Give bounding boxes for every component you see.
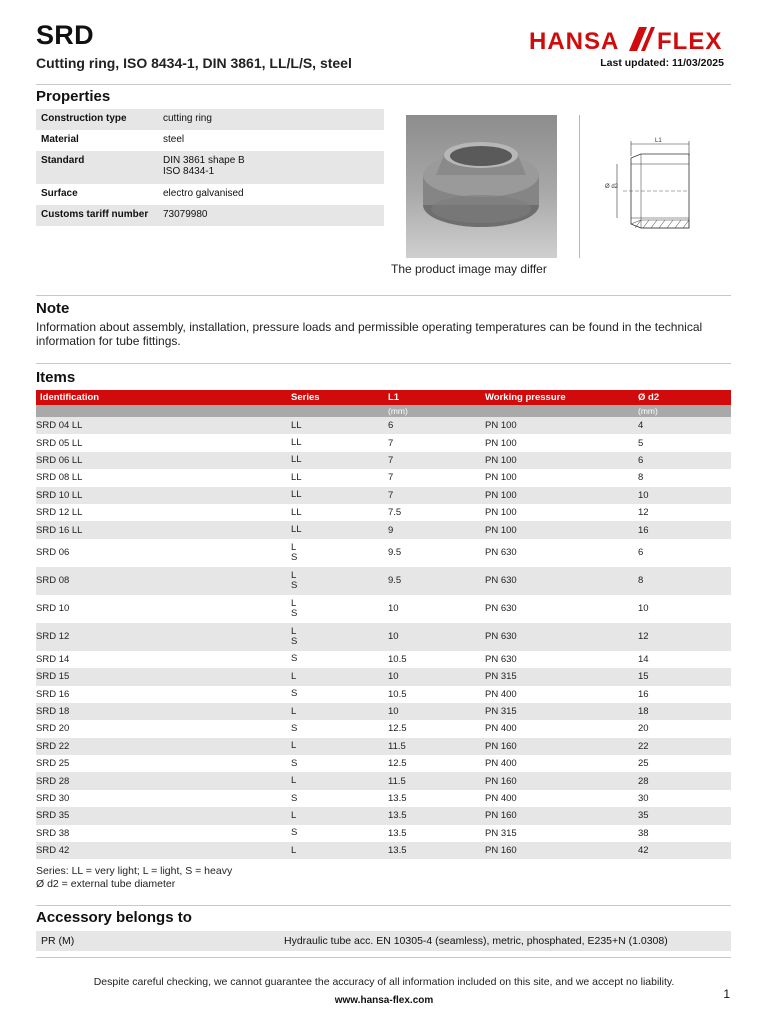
table-cell: PN 100 — [485, 524, 517, 536]
table-cell: PN 630 — [485, 603, 517, 615]
table-cell: 42 — [638, 845, 649, 857]
table-cell: 15 — [638, 671, 649, 683]
table-row — [36, 567, 731, 595]
table-cell: L — [291, 740, 297, 752]
items-body — [36, 417, 731, 859]
table-cell: 10 — [638, 603, 649, 615]
product-photo — [406, 115, 557, 258]
svg-text:FLEX: FLEX — [657, 28, 723, 54]
table-cell: PN 100 — [485, 507, 517, 519]
table-cell: PN 315 — [485, 706, 517, 718]
table-cell: SRD 14 — [36, 653, 70, 665]
property-key: Customs tariff number — [41, 209, 149, 220]
property-value-line: ISO 8434-1 — [163, 166, 215, 177]
items-table — [36, 390, 731, 859]
table-row — [36, 434, 731, 451]
property-key: Standard — [41, 155, 85, 166]
image-caption: The product image may differ — [391, 262, 547, 276]
property-row — [36, 205, 384, 226]
table-cell: 12.5 — [388, 723, 407, 735]
table-cell: 18 — [638, 706, 649, 718]
items-legend — [36, 865, 232, 891]
table-cell: PN 100 — [485, 454, 517, 466]
table-cell: 10.5 — [388, 653, 407, 665]
table-row — [36, 595, 731, 623]
table-cell: PN 160 — [485, 775, 517, 787]
items-header-row — [36, 390, 731, 405]
d2-label: Ø d2 — [605, 184, 619, 190]
table-cell: SRD 12 LL — [36, 507, 83, 519]
items-heading: Items — [36, 369, 76, 386]
table-cell: SRD 18 — [36, 706, 70, 718]
footer-disclaimer: Despite careful checking, we cannot guarantee the accuracy of all information included on this site, and we accept no liability. — [93, 976, 675, 988]
unit-cell: (mm) — [388, 406, 408, 416]
accessory-description: Hydraulic tube acc. EN 10305-4 (seamless), metric, phosphated, E235+N (1.0308) — [284, 935, 668, 947]
table-cell: SRD 22 — [36, 740, 70, 752]
property-key: Construction type — [41, 113, 127, 124]
table-cell: 4 — [638, 420, 644, 432]
table-cell: 13.5 — [388, 810, 407, 822]
table-cell: PN 630 — [485, 631, 517, 643]
table-cell: 22 — [638, 740, 649, 752]
footer-website-link[interactable]: www.hansa-flex.com — [334, 995, 434, 1006]
table-row — [36, 417, 731, 434]
table-cell: PN 630 — [485, 575, 517, 587]
table-cell: S — [291, 688, 298, 700]
table-cell: 13.5 — [388, 845, 407, 857]
table-cell: 20 — [638, 723, 649, 735]
accessory-heading: Accessory belongs to — [36, 909, 192, 926]
table-row — [36, 686, 731, 703]
table-cell: PN 100 — [485, 472, 517, 484]
table-cell: 10 — [388, 603, 399, 615]
table-row — [36, 521, 731, 538]
table-cell: 38 — [638, 827, 649, 839]
image-separator — [579, 115, 580, 258]
technical-drawing — [605, 136, 690, 242]
property-row — [36, 151, 384, 184]
table-row — [36, 487, 731, 504]
table-cell: S — [291, 827, 298, 839]
table-cell: 12 — [638, 507, 649, 519]
table-row — [36, 738, 731, 755]
table-cell: SRD 04 LL — [36, 420, 83, 432]
table-row — [36, 668, 731, 685]
table-cell: L S — [291, 597, 298, 619]
divider — [36, 84, 731, 85]
table-cell: L S — [291, 625, 298, 647]
property-row — [36, 184, 384, 205]
table-cell: 10 — [388, 631, 399, 643]
table-cell: SRD 10 LL — [36, 489, 83, 501]
divider — [36, 363, 731, 364]
table-cell: 13.5 — [388, 827, 407, 839]
table-row — [36, 651, 731, 668]
note-text: Information about assembly, installation, pressure loads and permissible operating temperatures can be found in the technical information for tube fittings. — [36, 320, 703, 348]
table-cell: 6 — [638, 454, 644, 466]
table-cell: SRD 25 — [36, 758, 70, 770]
table-cell: PN 315 — [485, 827, 517, 839]
table-row — [36, 807, 731, 824]
table-cell: L — [291, 809, 297, 821]
table-cell: SRD 15 — [36, 671, 70, 683]
table-cell: 11.5 — [388, 775, 406, 787]
table-cell: 10 — [638, 489, 649, 501]
table-cell: PN 100 — [485, 420, 517, 432]
table-row — [36, 842, 731, 859]
table-cell: L — [291, 844, 297, 856]
properties-table — [36, 109, 384, 226]
table-row — [36, 504, 731, 521]
table-cell: SRD 28 — [36, 775, 70, 787]
table-cell: PN 400 — [485, 723, 517, 735]
table-row — [36, 825, 731, 842]
legend-diameter: Ø d2 = external tube diameter — [36, 878, 176, 890]
table-cell: PN 315 — [485, 671, 517, 683]
table-cell: S — [291, 653, 298, 665]
table-cell: PN 100 — [485, 489, 517, 501]
properties-heading: Properties — [36, 88, 111, 105]
property-value: steel — [163, 134, 185, 145]
table-cell: 7 — [388, 472, 394, 484]
table-cell: 9.5 — [388, 547, 402, 559]
property-value: electro galvanised — [163, 188, 244, 199]
property-value: cutting ring — [163, 113, 212, 124]
table-cell: PN 400 — [485, 688, 517, 700]
table-cell: S — [291, 792, 298, 804]
table-cell: SRD 35 — [36, 810, 70, 822]
page-title: SRD — [36, 20, 94, 50]
table-cell: SRD 20 — [36, 723, 70, 735]
table-cell: LL — [291, 419, 302, 431]
table-cell: S — [291, 757, 298, 769]
table-cell: 12.5 — [388, 758, 407, 770]
table-cell: PN 400 — [485, 758, 517, 770]
table-cell: 10 — [388, 671, 399, 683]
table-cell: 11.5 — [388, 740, 406, 752]
table-row — [36, 755, 731, 772]
table-cell: 6 — [388, 420, 394, 432]
table-cell: L — [291, 705, 297, 717]
accessory-item: PR (M) — [41, 935, 75, 947]
column-header: Identification — [40, 392, 100, 403]
table-cell: 16 — [638, 524, 649, 536]
table-cell: SRD 05 LL — [36, 437, 83, 449]
table-cell: 35 — [638, 810, 649, 822]
property-row — [36, 130, 384, 151]
table-cell: 13.5 — [388, 793, 407, 805]
l1-label: L1 — [655, 138, 662, 144]
table-cell: SRD 16 — [36, 688, 70, 700]
divider — [36, 295, 731, 296]
svg-text:HANSA: HANSA — [529, 28, 620, 54]
property-key: Surface — [41, 188, 78, 199]
table-cell: 12 — [638, 631, 649, 643]
property-value — [158, 154, 384, 181]
last-updated: Last updated: 11/03/2025 — [600, 57, 724, 69]
table-cell: SRD 08 — [36, 575, 70, 587]
table-row — [36, 703, 731, 720]
table-row — [36, 720, 731, 737]
table-row — [36, 772, 731, 789]
hansa-flex-logo — [529, 24, 733, 54]
table-cell: 7 — [388, 489, 394, 501]
items-units-row — [36, 405, 731, 417]
column-header: Ø d2 — [638, 392, 660, 403]
table-cell: LL — [291, 524, 302, 536]
table-cell: LL — [291, 471, 302, 483]
property-row — [36, 109, 384, 130]
table-cell: 10.5 — [388, 688, 407, 700]
table-cell: LL — [291, 437, 302, 449]
column-header: Series — [291, 392, 320, 403]
table-cell: SRD 10 — [36, 603, 70, 615]
table-cell: 16 — [638, 688, 649, 700]
table-cell: 7.5 — [388, 507, 402, 519]
table-cell: 10 — [388, 706, 399, 718]
table-row — [36, 469, 731, 486]
table-cell: L S — [291, 569, 298, 591]
accessory-row — [36, 931, 731, 951]
table-cell: SRD 30 — [36, 793, 70, 805]
property-key: Material — [41, 134, 79, 145]
table-row — [36, 539, 731, 567]
table-cell: SRD 38 — [36, 827, 70, 839]
page-subtitle: Cutting ring, ISO 8434-1, DIN 3861, LL/L/S, steel — [36, 55, 352, 71]
property-value-line: DIN 3861 shape B — [163, 155, 245, 166]
table-cell: 6 — [638, 547, 644, 559]
table-cell: SRD 08 LL — [36, 472, 83, 484]
table-cell: PN 160 — [485, 845, 517, 857]
table-cell: 7 — [388, 437, 394, 449]
table-cell: 28 — [638, 775, 649, 787]
divider — [36, 905, 731, 906]
table-cell: PN 400 — [485, 793, 517, 805]
table-cell: PN 100 — [485, 437, 517, 449]
table-cell: L S — [291, 541, 298, 563]
table-cell: 25 — [638, 758, 649, 770]
table-row — [36, 790, 731, 807]
note-heading: Note — [36, 300, 70, 317]
table-cell: LL — [291, 454, 302, 466]
table-cell: PN 630 — [485, 653, 517, 665]
table-cell: 30 — [638, 793, 649, 805]
table-cell: S — [291, 722, 298, 734]
table-cell: L — [291, 775, 297, 787]
unit-cell: (mm) — [638, 406, 658, 416]
table-cell: PN 160 — [485, 810, 517, 822]
column-header: L1 — [388, 392, 400, 403]
divider — [36, 957, 731, 958]
table-cell: 7 — [388, 454, 394, 466]
table-row — [36, 452, 731, 469]
table-cell: SRD 42 — [36, 845, 70, 857]
table-cell: 14 — [638, 653, 649, 665]
legend-series: Series: LL = very light; L = light, S = heavy — [36, 865, 233, 877]
table-cell: SRD 06 LL — [36, 454, 83, 466]
table-cell: PN 160 — [485, 740, 517, 752]
table-cell: LL — [291, 506, 302, 518]
table-cell: 9.5 — [388, 575, 402, 587]
table-cell: SRD 12 — [36, 631, 70, 643]
table-cell: 5 — [638, 437, 644, 449]
property-value: 73079980 — [163, 209, 208, 220]
table-cell: LL — [291, 489, 302, 501]
page-number: 1 — [723, 987, 730, 1001]
cutting-ring-image — [406, 115, 557, 258]
table-cell: SRD 06 — [36, 547, 70, 559]
table-cell: PN 630 — [485, 547, 517, 559]
column-header: Working pressure — [485, 392, 566, 403]
table-cell: L — [291, 670, 297, 682]
table-cell: SRD 16 LL — [36, 524, 83, 536]
table-cell: 9 — [388, 524, 394, 536]
table-row — [36, 623, 731, 651]
table-cell: 8 — [638, 575, 644, 587]
table-cell: 8 — [638, 472, 644, 484]
